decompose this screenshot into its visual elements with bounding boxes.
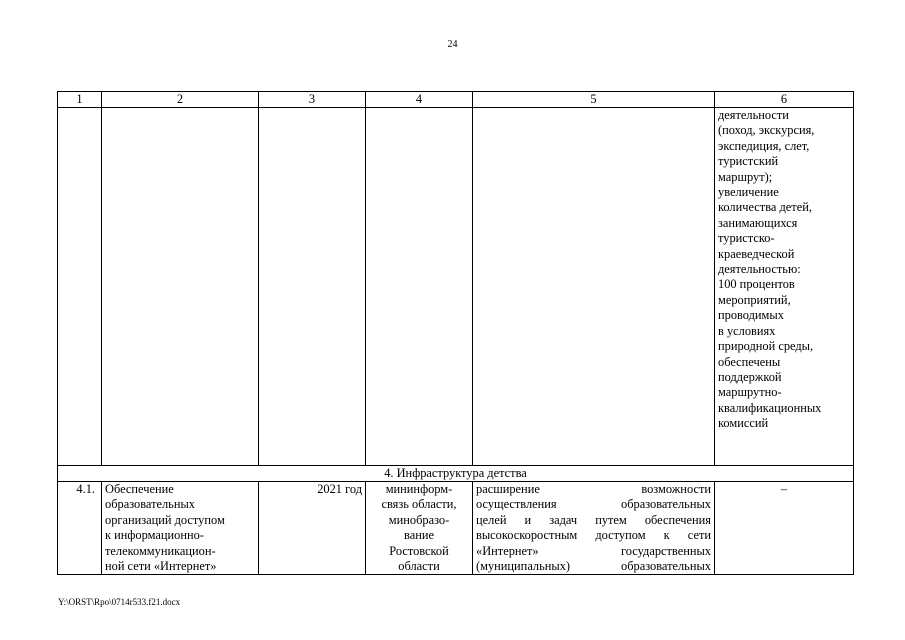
section-title: 4. Инфраструктура детства: [58, 466, 854, 482]
text-line: туристский: [718, 154, 779, 169]
text-line: (муниципальных) образовательных: [476, 559, 711, 574]
text-line: краеведческой: [718, 246, 795, 261]
cell-empty: [473, 108, 715, 466]
text-line: к информационно-: [105, 528, 204, 543]
text-line: организаций доступом: [105, 512, 225, 527]
text-line: деятельностью:: [718, 262, 801, 277]
text-line: проводимых: [718, 308, 784, 323]
header-col-3: 3: [259, 92, 366, 108]
text-line: расширение возможности: [476, 482, 711, 496]
cell-empty: [259, 108, 366, 466]
continuation-indicator-cell: [715, 108, 854, 466]
text-line: квалификационных: [718, 400, 822, 415]
cell-empty: [366, 108, 473, 466]
table-row-4-1: [58, 482, 854, 575]
text-line: маршрут);: [718, 169, 773, 184]
text-line: «Интернет» государственных: [476, 543, 711, 558]
text-line: осуществления образовательных: [476, 497, 711, 512]
text-line: Ростовской: [389, 543, 449, 558]
document-table: [57, 91, 854, 575]
row-name-cell: [102, 482, 259, 575]
text-line: занимающихся: [718, 215, 798, 230]
footer-file-path: Y:\ORST\Rpo\0714r533.f21.docx: [58, 597, 181, 607]
row-deadline: 2021 год: [259, 482, 366, 575]
text-line: мероприятий,: [718, 292, 791, 307]
text-line: Обеспечение: [105, 482, 174, 496]
text-line: минобразо-: [388, 512, 450, 527]
header-col-4: 4: [366, 92, 473, 108]
text-line: природной среды,: [718, 339, 814, 354]
row-result-cell: [473, 482, 715, 575]
row-executor-cell: [366, 482, 473, 575]
text-line: комиссий: [718, 416, 769, 431]
page-number: 24: [447, 39, 458, 50]
text-line: ной сети «Интернет»: [105, 559, 217, 574]
row-indicator: –: [715, 482, 854, 575]
text-line: мининформ-: [385, 482, 453, 496]
text-line: высокоскоростным доступом к сети: [476, 528, 711, 543]
text-line: (поход, экскурсия,: [718, 123, 815, 138]
section-row: [58, 466, 854, 482]
header-col-6: 6: [715, 92, 854, 108]
text-line: маршрутно-: [718, 385, 782, 400]
table-header-row: [58, 92, 854, 108]
text-line: увеличение: [718, 185, 779, 200]
table-row-continuation: [58, 108, 854, 466]
text-line: экспедиция, слет,: [718, 138, 810, 153]
text-line: образовательных: [105, 497, 195, 512]
text-line: области: [398, 559, 440, 574]
text-line: обеспечены: [718, 354, 781, 369]
text-line: целей и задач путем обеспечения: [476, 512, 711, 527]
text-line: в условиях: [718, 323, 776, 338]
text-line: связь области,: [381, 497, 457, 512]
header-col-2: 2: [102, 92, 259, 108]
text-line: поддержкой: [718, 369, 782, 384]
header-col-1: 1: [58, 92, 102, 108]
text-line: вание: [404, 528, 434, 543]
header-col-5: 5: [473, 92, 715, 108]
text-line: количества детей,: [718, 200, 812, 215]
text-line: туристско-: [718, 231, 775, 246]
cell-empty: [58, 108, 102, 466]
row-number: 4.1.: [58, 482, 102, 575]
text-line: 100 процентов: [718, 277, 795, 292]
text-line: деятельности: [718, 108, 789, 122]
text-line: телекоммуникацион-: [105, 543, 216, 558]
cell-empty: [102, 108, 259, 466]
